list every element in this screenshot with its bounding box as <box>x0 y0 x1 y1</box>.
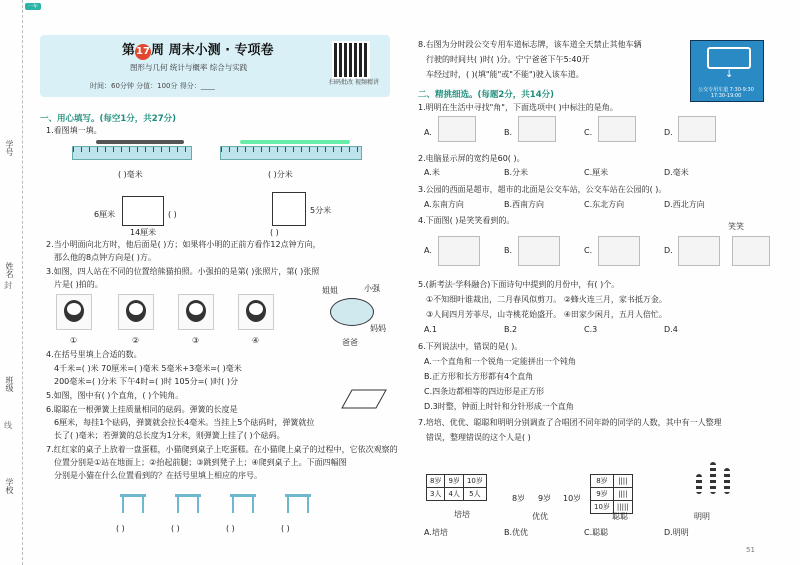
panda-photo-3 <box>178 294 214 330</box>
subtitle: 图形与几何 统计与概率 综合与实践 <box>130 63 248 72</box>
r3-option-d[interactable]: D.西北方向 <box>664 200 705 209</box>
r4-option-b[interactable]: B. <box>504 246 513 255</box>
cut-mark: 封 <box>4 281 12 290</box>
parallelogram-shape <box>340 388 388 410</box>
tally-age-10: 10岁 <box>563 494 582 503</box>
congcong-tally-table <box>590 474 633 514</box>
qr-code-icon[interactable] <box>332 41 370 79</box>
r2-option-d[interactable]: D.毫米 <box>664 168 689 177</box>
side-label-name: 姓名 <box>5 262 14 278</box>
r5-poem-line2: ③人间四月芳菲尽，山寺桃花始盛开。 ④田家少闲月，五月人倍忙。 <box>426 310 667 319</box>
table-head-9: 9岁 <box>445 475 463 488</box>
tally-row-10: 10岁 <box>591 501 614 514</box>
section-1-heading: 一、用心填写。(每空1分，共27分) <box>40 114 177 124</box>
top-strip <box>25 3 415 9</box>
r6-option-a[interactable]: A.一个直角和一个锐角一定能拼出一个钝角 <box>424 357 576 366</box>
r6-option-b[interactable]: B.正方形和长方形都有4个直角 <box>424 372 534 381</box>
page-number: 51 <box>746 546 755 554</box>
bus-lane-hours: 公交专用车道 7:30-9:30 17:30-19:00 <box>698 87 754 99</box>
tally-marks-10: ||||| <box>613 501 632 514</box>
q4-prompt: 4.在括号里填上合适的数。 <box>46 350 142 359</box>
tally-row-9: 9岁 <box>591 488 614 501</box>
r7-line2: 错误，整理错误的这个人是( ) <box>426 433 531 442</box>
book-picture <box>518 116 556 142</box>
q1-rect-length: 14厘米 <box>130 228 157 237</box>
r2-option-c[interactable]: C.厘米 <box>584 168 609 177</box>
q3-line1: 3.如图，四人站在不同的位置给熊猫拍照。小强拍的是第( )张照片，第( )张照 <box>46 267 320 276</box>
q1-rect-width: 6厘米 <box>94 210 116 219</box>
person-sister: 姐姐 <box>322 286 338 295</box>
person-xiaoqiang: 小强 <box>364 284 380 293</box>
person-father: 爸爸 <box>342 338 358 347</box>
side-label-school: 学校 <box>5 478 14 494</box>
dot-column-8 <box>696 474 702 494</box>
tally-marks-9: |||| <box>613 488 632 501</box>
table-val-9: 4人 <box>445 488 463 501</box>
panda-enclosure <box>330 298 374 326</box>
q7-answer-3: ( ) <box>226 524 235 533</box>
r4-prompt: 4.下面图( )是笑笑看到的。 <box>418 216 515 225</box>
q5-prompt: 5.如图，图中有( )个直角，( )个钝角。 <box>46 391 184 400</box>
r4-xiaoxiao-label: 笑笑 <box>728 222 744 231</box>
panda-photo-2 <box>118 294 154 330</box>
q1-prompt: 1.看图填一填。 <box>46 126 102 135</box>
view-picture-d <box>678 236 720 266</box>
photo-label-1: ① <box>70 336 78 345</box>
q1-answer-dm: ( )分米 <box>268 170 293 179</box>
q7-answer-4: ( ) <box>281 524 290 533</box>
q7-answer-2: ( ) <box>171 524 180 533</box>
table-view-1 <box>120 494 146 515</box>
q6-line1: 6.聪聪在一根弹簧上挂质量相同的砝码。弹簧的长度是 <box>46 405 238 414</box>
r6-option-d[interactable]: D.3时整，钟面上时针和分针形成一个直角 <box>424 402 574 411</box>
r3-option-c[interactable]: C.东北方向 <box>584 200 625 209</box>
bus-icon <box>707 47 751 69</box>
binding-margin <box>0 0 23 565</box>
r6-option-c[interactable]: C.四条边都相等的四边形是正方形 <box>424 387 545 396</box>
q7-line1: 7.红红家的桌子上放着一盘蛋糕，小猫爬到桌子上吃蛋糕。在小猫爬上桌子的过程中，它依次观察的 <box>46 445 398 454</box>
photo-label-2: ② <box>132 336 140 345</box>
r2-prompt: 2.电脑显示屏的宽约是60( )。 <box>418 154 525 163</box>
q6-line3: 长了( )毫米；若弹簧的总长度为1分米，则弹簧上挂了( )个砝码。 <box>54 431 285 440</box>
q8-line2: 行驶的时间共( )时( )分。宁宁爸爸下午5:40开 <box>426 55 590 64</box>
r1-option-d[interactable]: D. <box>664 128 673 137</box>
r3-option-a[interactable]: A.东南方向 <box>424 200 464 209</box>
chart-name-congcong: 聪聪 <box>612 512 628 521</box>
side-label-number: 学号 <box>5 140 14 156</box>
table-head-8: 8岁 <box>427 475 445 488</box>
q2-line1: 2.当小明面向北方时，他后面是( )方；如果将小明的正前方看作12点钟方向， <box>46 240 321 249</box>
photo-label-4: ④ <box>252 336 260 345</box>
person-mother: 妈妈 <box>370 324 386 333</box>
r7-option-b[interactable]: B.优优 <box>504 528 529 537</box>
r1-option-c[interactable]: C. <box>584 128 593 137</box>
r5-option-a[interactable]: A.1 <box>424 325 437 334</box>
dot-column-9 <box>710 462 716 494</box>
qr-caption: 扫码批改 视频精讲 <box>329 79 379 86</box>
tally-row-8: 8岁 <box>591 475 614 488</box>
q7-line2: 位置分别是①站在地面上；②抬起前腿；③跳到凳子上；④爬到桌子上。下面四幅图 <box>54 458 347 467</box>
q1-square-answer: ( ) <box>270 228 279 237</box>
scissors-picture <box>598 116 636 142</box>
r5-option-c[interactable]: C.3 <box>584 325 598 334</box>
square-shape <box>272 192 306 226</box>
header-banner <box>40 35 390 97</box>
r4-option-c[interactable]: C. <box>584 246 593 255</box>
r6-prompt: 6.下列说法中，错误的是( )。 <box>418 342 523 351</box>
arrow-down-icon: ↓ <box>725 69 734 80</box>
ladder-picture <box>678 116 716 142</box>
chart-name-mingming: 明明 <box>694 512 710 521</box>
r1-prompt: 1.明明在生活中寻找"角"，下面选项中( )中标注的是角。 <box>418 103 618 112</box>
table-view-4 <box>285 494 311 515</box>
chart-name-peipei: 培培 <box>454 510 470 519</box>
panda-photo-1 <box>56 294 92 330</box>
rectangle-shape <box>122 196 164 226</box>
q1-answer-mm: ( )毫米 <box>118 170 143 179</box>
r7-option-a[interactable]: A.培培 <box>424 528 448 537</box>
tally-age-8: 8岁 <box>512 494 526 503</box>
view-picture-c <box>598 236 640 266</box>
quiz-meta: 时间：60分钟 分值：100分 得分：____ <box>90 82 215 90</box>
r4-option-d[interactable]: D. <box>664 246 673 255</box>
q8-line3: 车经过时，( )(填"能"或"不能")驶入该车道。 <box>426 70 584 79</box>
r5-prompt: 5.(新考法·学科融合)下面诗句中提到的月份中，有( )个。 <box>418 280 620 289</box>
side-label-class: 班级 <box>5 376 14 392</box>
view-picture-b <box>518 236 560 266</box>
desk-picture <box>438 116 476 142</box>
pencil-icon <box>240 140 350 144</box>
week-title: 第17周 周末小测 · 专项卷 <box>122 43 274 58</box>
section-2-heading: 二、精挑细选。(每题2分，共14分) <box>418 90 555 100</box>
r7-option-c[interactable]: C.聪聪 <box>584 528 609 537</box>
grade-tag: 一年 <box>25 3 41 10</box>
q1-rect-answer: ( ) <box>168 210 177 219</box>
table-view-2 <box>175 494 201 515</box>
table-head-10: 10岁 <box>463 475 486 488</box>
cut-mark: 线 <box>4 421 12 430</box>
r2-option-a[interactable]: A.米 <box>424 168 440 177</box>
r3-prompt: 3.公园的西面是超市，超市的北面是公交车站，公交车站在公园的( )。 <box>418 185 667 194</box>
ruler-2 <box>220 146 362 160</box>
q8-line1: 8.右图为分时段公交专用车道标志牌，该车道全天禁止其他车辆 <box>418 40 642 49</box>
r2-option-b[interactable]: B.分米 <box>504 168 529 177</box>
panda-photo-4 <box>238 294 274 330</box>
toothbrush-icon <box>96 140 184 144</box>
q4-row1: 4千米=( )米 70厘米=( )毫米 5毫米+3毫米=( )毫米 <box>54 364 242 373</box>
quiz-title: 周末小测 · 专项卷 <box>168 43 274 58</box>
r7-line1: 7.培培、优优、聪聪和明明分别调查了合唱团不同年龄的同学的人数，其中有一人整理 <box>418 418 722 427</box>
q1-square-side: 5分米 <box>310 206 332 215</box>
table-val-10: 5人 <box>463 488 486 501</box>
table-view-3 <box>230 494 256 515</box>
q7-line3: 分别是小猫在什么位置看到的？在括号里填上相应的序号。 <box>54 471 262 480</box>
q2-line2: 那么他的8点钟方向是( )方。 <box>54 253 156 262</box>
mingming-dot-chart <box>690 456 738 494</box>
tally-marks-8: |||| <box>613 475 632 488</box>
r1-option-a[interactable]: A. <box>424 128 432 137</box>
q6-line2: 6厘米，每挂1个砝码，弹簧就会拉长4毫米。当挂上5个砝码时，弹簧就拉 <box>54 418 315 427</box>
dot-column-10 <box>724 468 730 494</box>
r1-option-b[interactable]: B. <box>504 128 513 137</box>
q4-row2: 200毫米=( )分米 下午4时=( )时 105分=( )时( )分 <box>54 377 238 386</box>
r3-option-b[interactable]: B.西南方向 <box>504 200 545 209</box>
r5-poem-line1: ①不知细叶谁裁出，二月春风似剪刀。 ②蜂火连三月，家书抵万金。 <box>426 295 667 304</box>
r5-option-d[interactable]: D.4 <box>664 325 678 334</box>
reference-scene-picture <box>732 236 770 266</box>
q7-answer-1: ( ) <box>116 524 125 533</box>
r4-option-a[interactable]: A. <box>424 246 432 255</box>
table-val-8: 3人 <box>427 488 445 501</box>
photo-label-3: ③ <box>192 336 200 345</box>
tally-age-9: 9岁 <box>538 494 552 503</box>
peipei-table <box>426 474 487 501</box>
q3-line2: 片是( )拍的。 <box>54 280 103 289</box>
week-number-badge: 17 <box>135 44 151 60</box>
r5-option-b[interactable]: B.2 <box>504 325 518 334</box>
r7-option-d[interactable]: D.明明 <box>664 528 689 537</box>
chart-name-youyou: 优优 <box>532 512 548 521</box>
ruler-1 <box>72 146 192 160</box>
view-picture-a <box>438 236 480 266</box>
